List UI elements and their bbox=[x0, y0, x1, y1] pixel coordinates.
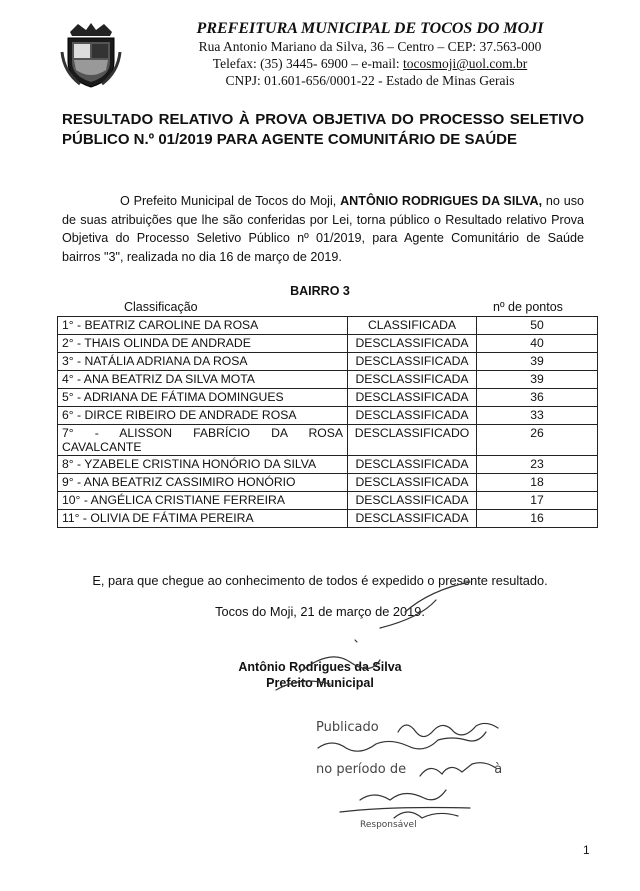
candidate-status: DESCLASSIFICADA bbox=[348, 492, 477, 510]
candidate-name: 8° - YZABELE CRISTINA HONÓRIO DA SILVA bbox=[58, 456, 348, 474]
table-row bbox=[58, 317, 598, 335]
candidate-status: DESCLASSIFICADO bbox=[348, 425, 477, 456]
intro-paragraph bbox=[62, 192, 584, 266]
table-row bbox=[58, 371, 598, 389]
candidate-name: 5° - ADRIANA DE FÁTIMA DOMINGUES bbox=[58, 389, 348, 407]
candidate-points: 36 bbox=[477, 389, 598, 407]
table-row bbox=[58, 425, 598, 456]
candidate-points: 40 bbox=[477, 335, 598, 353]
candidate-status: DESCLASSIFICADA bbox=[348, 456, 477, 474]
candidate-points: 26 bbox=[477, 425, 598, 456]
candidate-status: DESCLASSIFICADA bbox=[348, 510, 477, 528]
candidate-status: DESCLASSIFICADA bbox=[348, 474, 477, 492]
closing-sentence: E, para que chegue ao conhecimento de todos é expedido o presente resultado. bbox=[92, 573, 548, 588]
candidate-points: 39 bbox=[477, 371, 598, 389]
table-row bbox=[58, 456, 598, 474]
candidate-name: 11° - OLIVIA DE FÁTIMA PEREIRA bbox=[58, 510, 348, 528]
stamp-period-label: no período de bbox=[316, 762, 407, 777]
candidate-name-line1: 7° - ALISSON FABRÍCIO DA ROSA bbox=[62, 426, 343, 440]
candidate-points: 16 bbox=[477, 510, 598, 528]
candidate-name: 2° - THAIS OLINDA DE ANDRADE bbox=[58, 335, 348, 353]
signatory-name: Antônio Rodrigues da Silva bbox=[238, 660, 402, 674]
mayor-name: ANTÔNIO RODRIGUES DA SILVA, bbox=[340, 194, 543, 208]
candidate-name: 6° - DIRCE RIBEIRO DE ANDRADE ROSA bbox=[58, 407, 348, 425]
stamp-period bbox=[316, 762, 502, 777]
candidate-name: 4° - ANA BEATRIZ DA SILVA MOTA bbox=[58, 371, 348, 389]
candidate-points: 50 bbox=[477, 317, 598, 335]
candidate-name-line2: CAVALCANTE bbox=[62, 440, 142, 454]
candidate-status: DESCLASSIFICADA bbox=[348, 353, 477, 371]
date-line: Tocos do Moji, 21 de março de 2019. bbox=[215, 604, 425, 619]
page-number: 1 bbox=[583, 843, 590, 857]
candidate-points: 18 bbox=[477, 474, 598, 492]
candidate-name: 9° - ANA BEATRIZ CASSIMIRO HONÓRIO bbox=[58, 474, 348, 492]
candidate-name bbox=[58, 425, 348, 456]
table-row bbox=[58, 389, 598, 407]
stamp-published: Publicado bbox=[316, 720, 379, 735]
municipality-name: PREFEITURA MUNICIPAL DE TOCOS DO MOJI bbox=[196, 20, 544, 37]
table-row bbox=[58, 510, 598, 528]
column-header-points: nº de pontos bbox=[493, 300, 563, 314]
table-row bbox=[58, 492, 598, 510]
stamp-period-suffix: à bbox=[494, 762, 503, 777]
candidate-status: DESCLASSIFICADA bbox=[348, 335, 477, 353]
signatory-role: Prefeito Municipal bbox=[266, 676, 374, 690]
candidate-status: DESCLASSIFICADA bbox=[348, 371, 477, 389]
candidate-points: 23 bbox=[477, 456, 598, 474]
email-link[interactable]: tocosmoji@uol.com.br bbox=[403, 56, 528, 71]
letterhead bbox=[150, 20, 590, 89]
candidate-name: 1° - BEATRIZ CAROLINE DA ROSA bbox=[58, 317, 348, 335]
candidate-status: CLASSIFICADA bbox=[348, 317, 477, 335]
stamp-responsible: Responsável bbox=[360, 820, 417, 830]
table-row bbox=[58, 353, 598, 371]
section-heading: BAIRRO 3 bbox=[290, 284, 350, 298]
candidate-status: DESCLASSIFICADA bbox=[348, 389, 477, 407]
table-row bbox=[58, 474, 598, 492]
candidate-points: 39 bbox=[477, 353, 598, 371]
cnpj: CNPJ: 01.601-656/0001-22 - Estado de Minas Gerais bbox=[225, 73, 515, 88]
candidate-name: 10° - ANGÉLICA CRISTIANE FERREIRA bbox=[58, 492, 348, 510]
table-row bbox=[58, 407, 598, 425]
candidate-points: 17 bbox=[477, 492, 598, 510]
results-table bbox=[57, 316, 598, 528]
candidate-status: DESCLASSIFICADA bbox=[348, 407, 477, 425]
column-header-classification: Classificação bbox=[124, 300, 198, 314]
intro-part1: O Prefeito Municipal de Tocos do Moji, bbox=[120, 194, 341, 208]
candidate-name: 3° - NATÁLIA ADRIANA DA ROSA bbox=[58, 353, 348, 371]
municipal-crest-icon bbox=[60, 22, 122, 88]
address: Rua Antonio Mariano da Silva, 36 – Centro – CEP: 37.563-000 bbox=[198, 39, 542, 54]
intro-part2: no uso de suas atribuições que lhe são conferidas por Lei, torna público o Resultado relativo Prova Objetiva do Processo Seletivo Público nº 01/2019, para Agente Comunitário de Saúde bairros "3", realizada no dia 16 de março de 2019. bbox=[62, 194, 585, 264]
phone: Telefax: (35) 3445- 6900 – e-mail: bbox=[212, 56, 404, 71]
candidate-points: 33 bbox=[477, 407, 598, 425]
contact-line bbox=[150, 55, 590, 72]
table-row bbox=[58, 335, 598, 353]
document-title: RESULTADO RELATIVO À PROVA OBJETIVA DO PROCESSO SELETIVO PÚBLICO N.º 01/2019 PARA AGENTE COMUNITÁRIO DE SAÚDE bbox=[62, 111, 584, 148]
